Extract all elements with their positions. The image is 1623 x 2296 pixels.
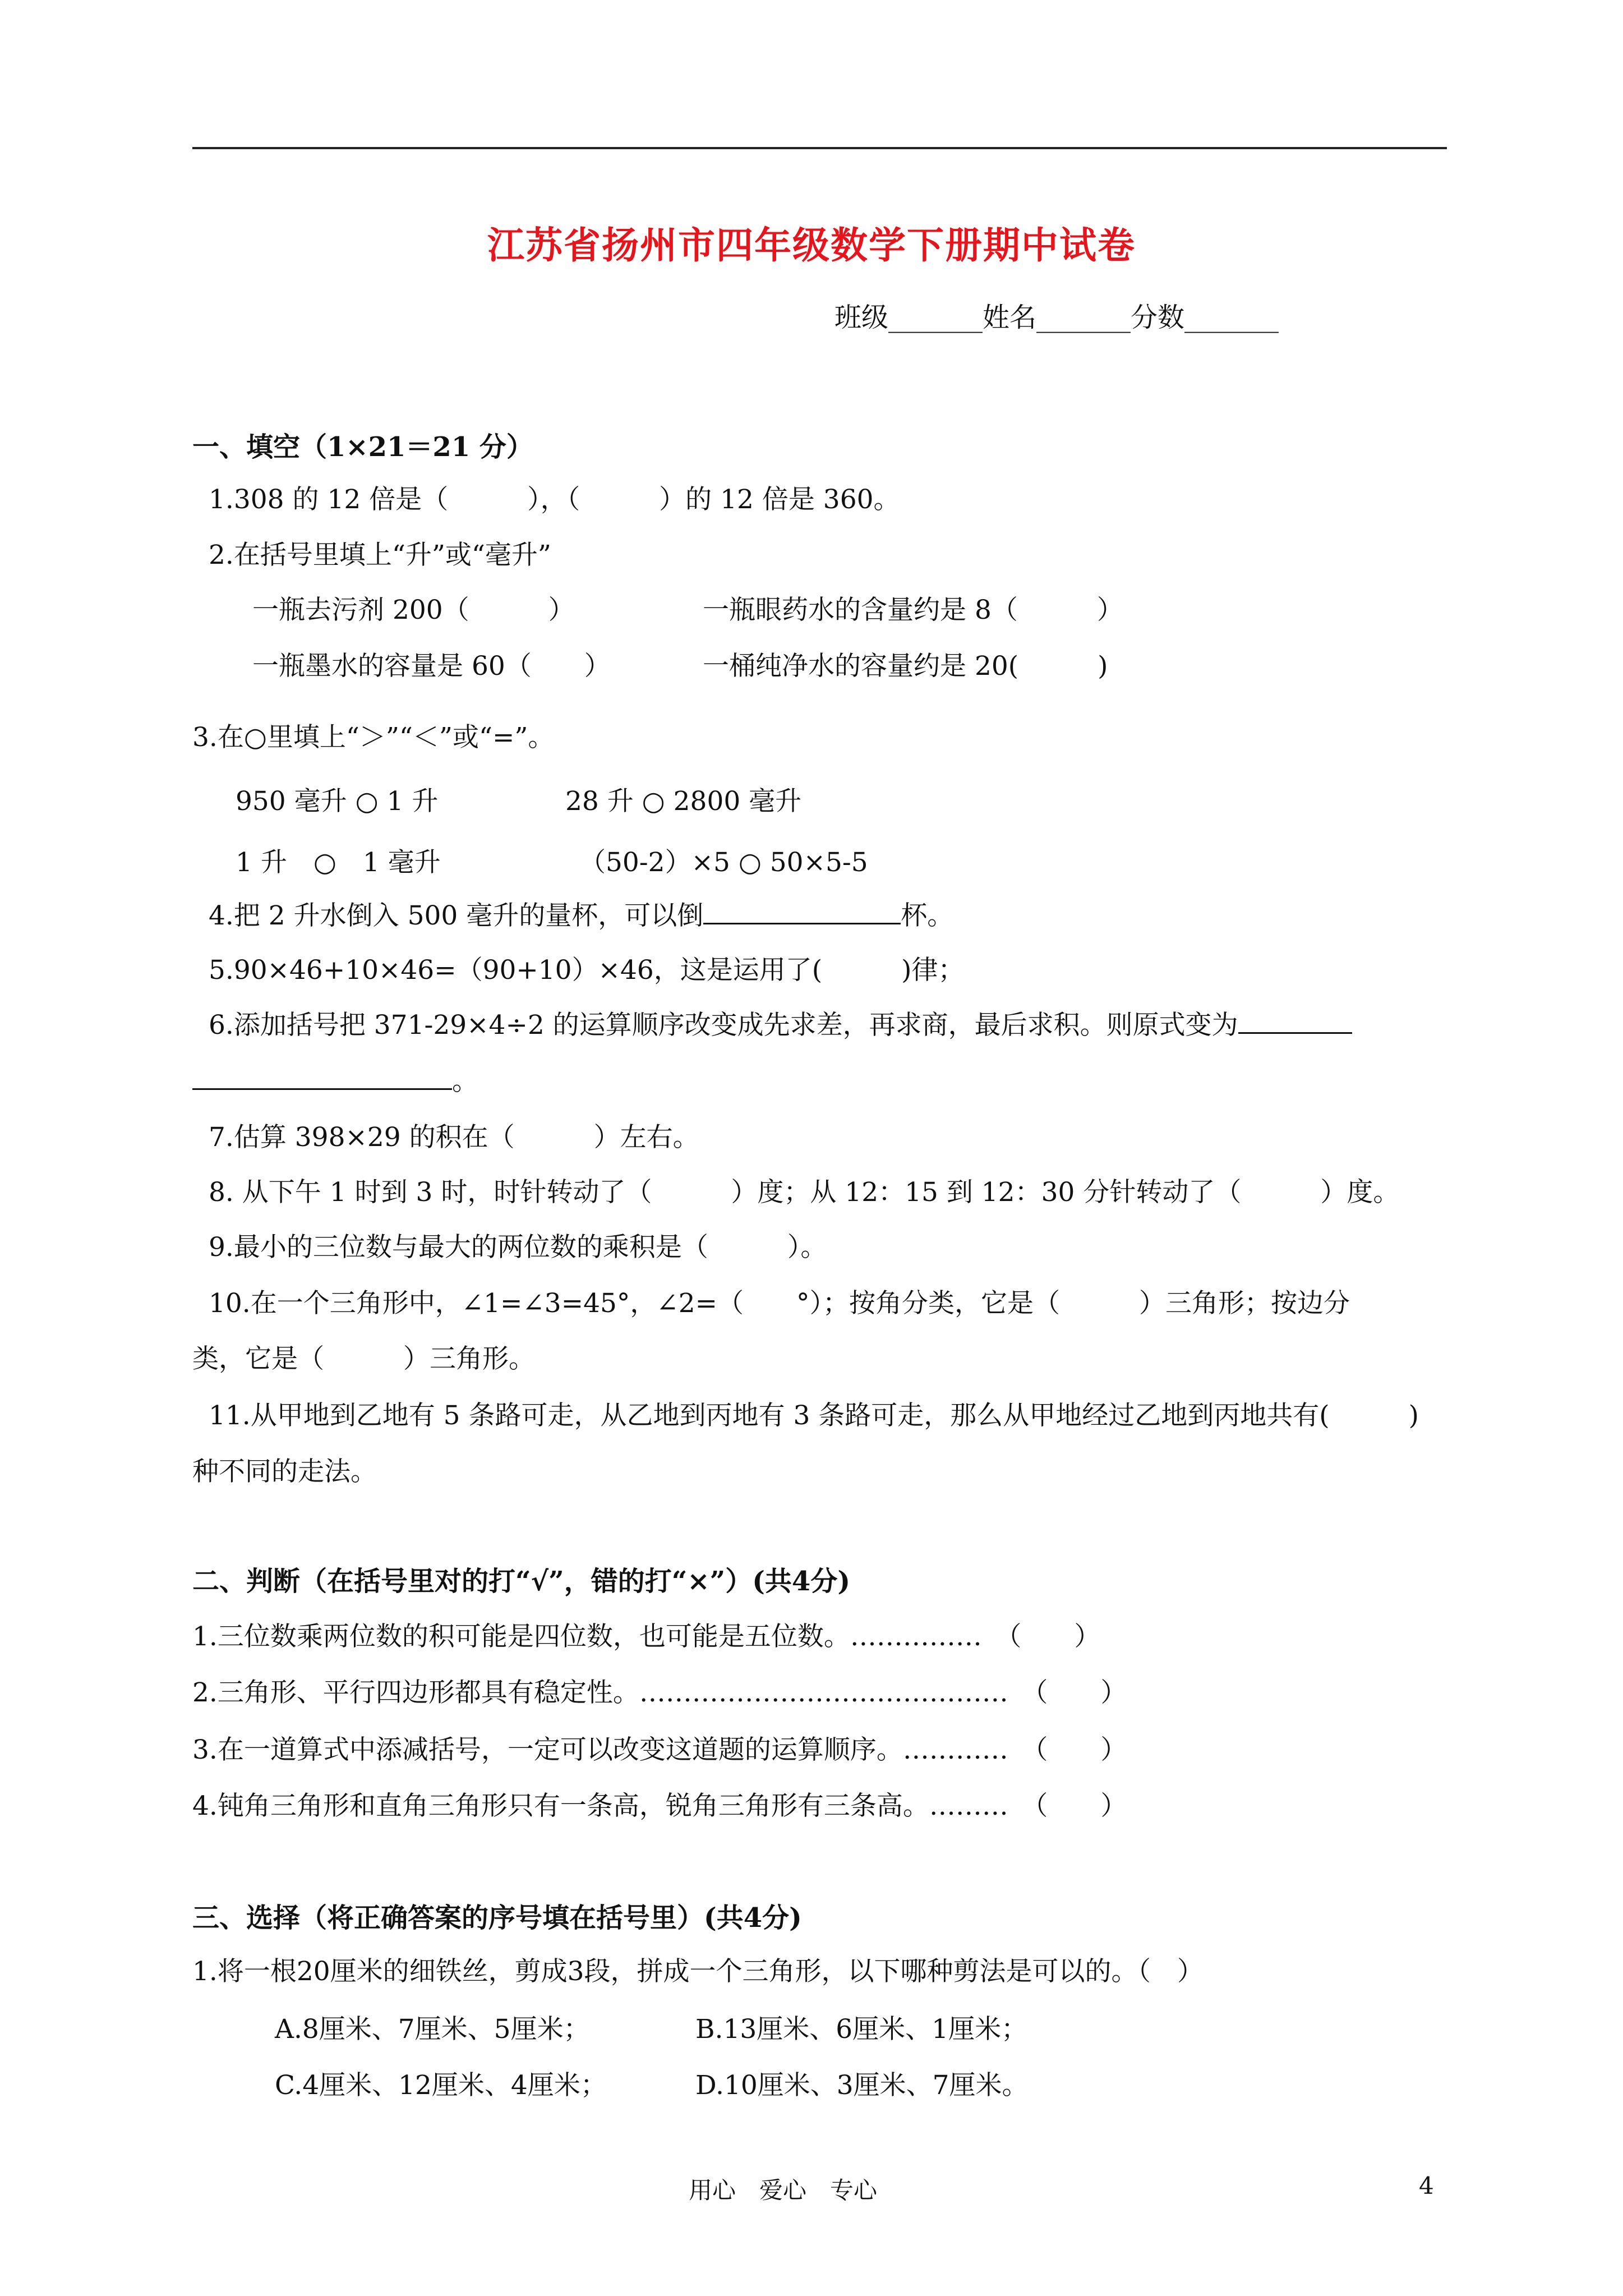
header-rule (192, 147, 1447, 149)
question-1-10-cont: 类，它是（ ）三角形。 (192, 1343, 535, 1374)
page-number: 4 (1419, 2172, 1434, 2200)
question-1-9: 9.最小的三位数与最大的两位数的乘积是（ ）。 (209, 1232, 827, 1263)
question-1-2-a: 一瓶去污剂 200（ ） (252, 595, 575, 625)
question-1-5: 5.90×46+10×46=（90+10）×46，这是运用了( )律； (209, 955, 965, 986)
question-1-6-cont (192, 1060, 478, 1098)
question-1-3-c: 1 升 ○ 1 毫升 (236, 847, 441, 878)
choice-1-option-c: C.4厘米、12厘米、4厘米； (275, 2070, 607, 2101)
question-1-8: 8. 从下午 1 时到 3 时，时针转动了（ ）度；从 12：15 到 12：30 分针转动了（ ）度。 (209, 1177, 1400, 1208)
question-1-2-c: 一瓶墨水的容量是 60（ ） (252, 651, 611, 682)
question-1-4 (209, 895, 953, 932)
question-1-2: 2.在括号里填上“升”或“毫升” (209, 540, 551, 570)
question-1-11: 11.从甲地到乙地有 5 条路可走，从乙地到丙地有 3 条路可走，那么从甲地经过乙地到丙地共有( ) (209, 1400, 1419, 1431)
section-1-heading: 一、填空（1×21＝21 分） (192, 431, 533, 463)
question-1-6-suffix: 。 (452, 1066, 478, 1097)
section-2-heading: 二、判断（在括号里对的打“√”，错的打“×”）(共4分) (192, 1566, 851, 1597)
page-title: 江苏省扬州市四年级数学下册期中试卷 (487, 223, 1136, 267)
question-1-2-d: 一桶纯净水的容量约是 20( ) (703, 651, 1108, 682)
answer-blank (1238, 1010, 1352, 1034)
question-1-2-b: 一瓶眼药水的含量约是 8（ ） (703, 595, 1123, 625)
judge-2: 2.三角形、平行四边形都具有稳定性。…………………………………… （ ） (192, 1677, 1127, 1708)
judge-4: 4.钝角三角形和直角三角形只有一条高，锐角三角形有三条高。……… （ ） (192, 1791, 1127, 1821)
answer-blank (703, 900, 901, 924)
answer-blank (192, 1066, 452, 1090)
question-1-3-d: （50-2）×5 ○ 50×5-5 (579, 847, 868, 878)
question-1-6-text: 6.添加括号把 371-29×4÷2 的运算顺序改变成先求差，再求商，最后求积。则原式变为 (209, 1010, 1238, 1041)
footer-motto: 用心 爱心 专心 (689, 2177, 878, 2204)
student-info-line: 班级_______姓名_______分数_______ (834, 302, 1279, 333)
choice-1-option-d: D.10厘米、3厘米、7厘米。 (695, 2070, 1029, 2101)
judge-3: 3.在一道算式中添减括号，一定可以改变这道题的运算顺序。………… （ ） (192, 1734, 1127, 1765)
question-1-11-cont: 种不同的走法。 (192, 1456, 377, 1487)
question-1-1: 1.308 的 12 倍是（ ），（ ）的 12 倍是 360。 (209, 484, 900, 515)
question-1-7: 7.估算 398×29 的积在（ ）左右。 (209, 1122, 699, 1153)
question-1-6 (209, 1004, 1352, 1042)
section-3-heading: 三、选择（将正确答案的序号填在括号里）(共4分) (192, 1902, 802, 1934)
choice-1: 1.将一根20厘米的细铁丝，剪成3段，拼成一个三角形，以下哪种剪法是可以的。（ ） (192, 1956, 1204, 1987)
question-1-4-text: 4.把 2 升水倒入 500 毫升的量杯，可以倒 (209, 900, 704, 931)
choice-1-option-b: B.13厘米、6厘米、1厘米； (695, 2014, 1028, 2045)
choice-1-option-a: A.8厘米、7厘米、5厘米； (275, 2014, 590, 2045)
question-1-3: 3.在○里填上“＞”“＜”或“=”。 (192, 722, 555, 753)
question-1-10: 10.在一个三角形中，∠1=∠3=45°，∠2=（ °）；按角分类，它是（ ）三角形；按边分 (209, 1288, 1350, 1319)
question-1-3-b: 28 升 ○ 2800 毫升 (565, 786, 802, 817)
judge-1: 1.三位数乘两位数的积可能是四位数，也可能是五位数。…………… （ ） (192, 1621, 1101, 1652)
question-1-4-suffix: 杯。 (901, 900, 954, 931)
question-1-3-a: 950 毫升 ○ 1 升 (236, 786, 439, 817)
